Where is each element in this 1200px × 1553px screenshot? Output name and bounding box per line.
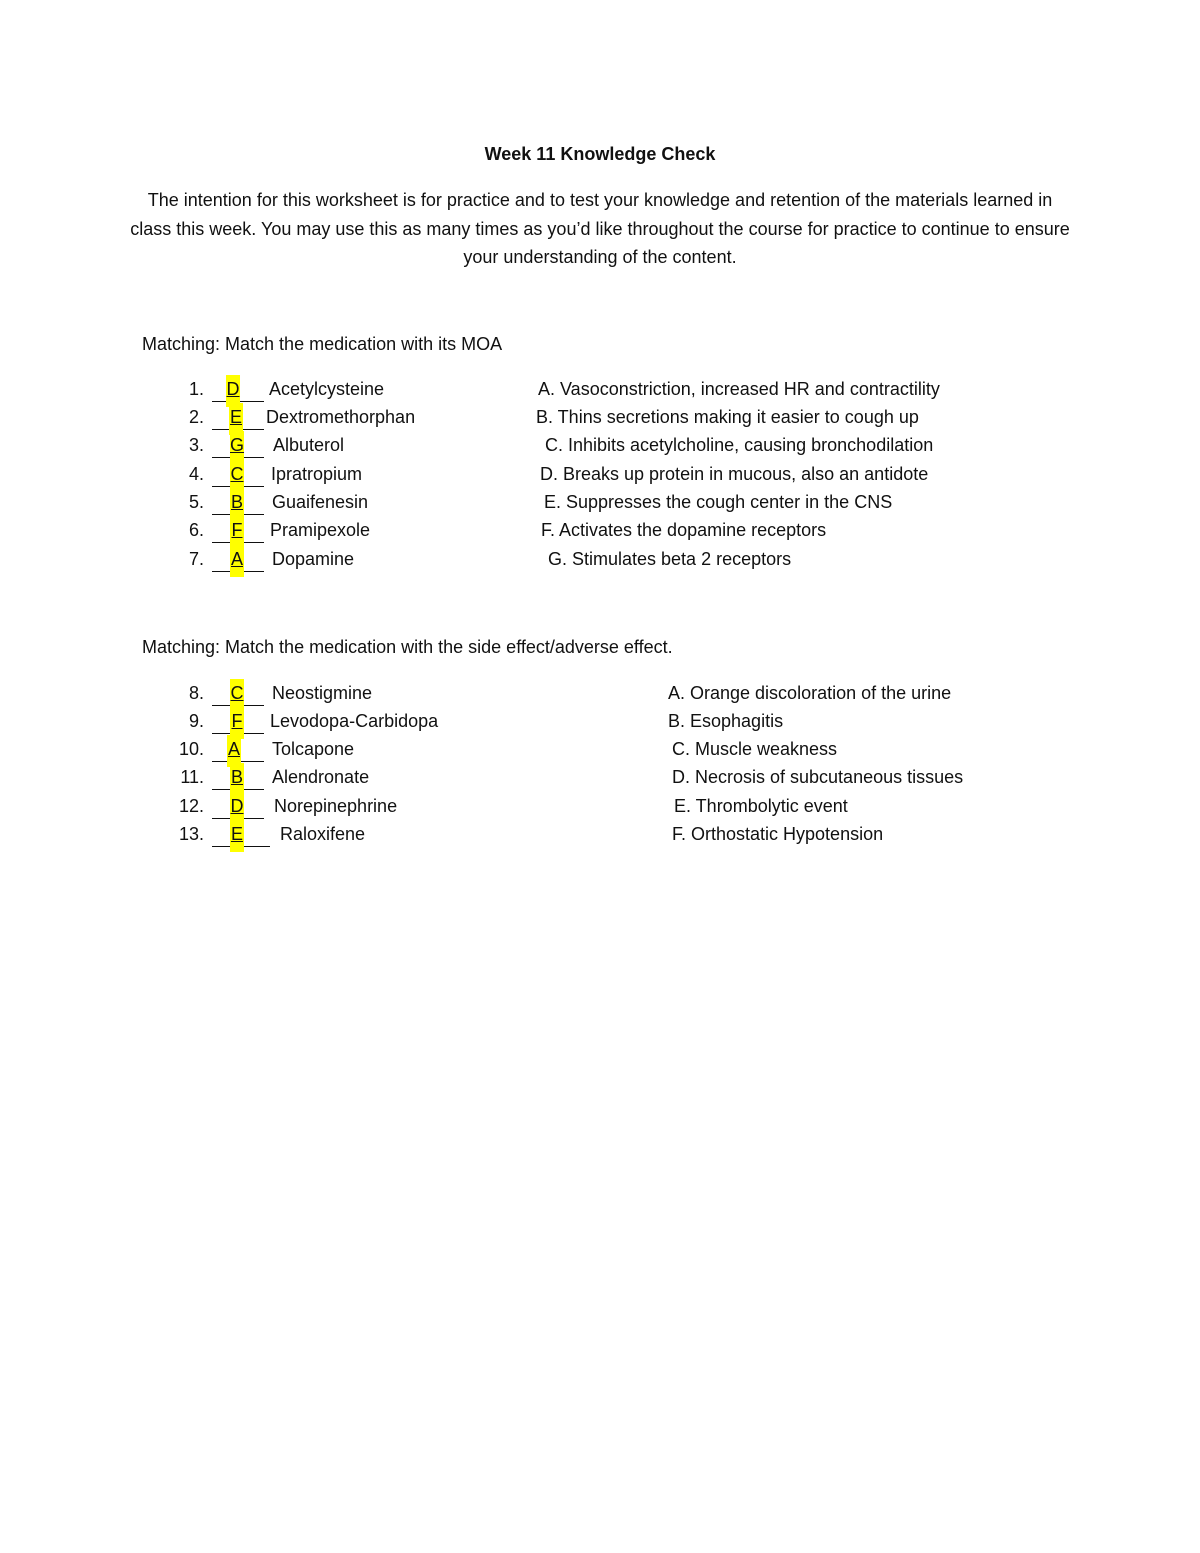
- answer-letter: D: [230, 792, 244, 824]
- medication-name: Guaifenesin: [272, 492, 369, 512]
- side-effect-option: E. Thrombolytic event: [674, 796, 848, 816]
- moa-row: [0, 516, 1200, 544]
- side-effect-option: C. Muscle weakness: [672, 739, 838, 759]
- medication-name: Pramipexole: [270, 520, 371, 540]
- item-number: 7.: [188, 549, 204, 569]
- answer-letter: C: [230, 460, 244, 492]
- item-number: 4.: [188, 464, 204, 484]
- side-effect-option: A. Orange discoloration of the urine: [668, 683, 952, 703]
- medication-name: Norepinephrine: [274, 796, 398, 816]
- answer-letter: A: [227, 735, 241, 767]
- answer-letter: F: [230, 707, 244, 739]
- side-effect-row: [0, 707, 1200, 735]
- item-number: 13.: [178, 824, 204, 844]
- moa-option: E. Suppresses the cough center in the CNS: [544, 492, 893, 512]
- medication-name: Tolcapone: [272, 739, 355, 759]
- side-effect-option: D. Necrosis of subcutaneous tissues: [672, 767, 964, 787]
- side-effect-row: [0, 820, 1200, 848]
- moa-option: B. Thins secretions making it easier to cough up: [536, 407, 919, 427]
- side-effect-row: [0, 792, 1200, 820]
- moa-row: [0, 460, 1200, 488]
- page-title: Week 11 Knowledge Check: [484, 144, 716, 164]
- moa-option: F. Activates the dopamine receptors: [541, 520, 827, 540]
- item-number: 1.: [188, 379, 204, 399]
- medication-name: Neostigmine: [272, 683, 373, 703]
- intro-paragraph: The intention for this worksheet is for practice and to test your knowledge and retention of the materials learned in class this week. You may use this as many times as you’d like throughout the course for practice to continue to ensure your understanding of the content.: [130, 190, 1070, 267]
- medication-name: Dextromethorphan: [266, 407, 416, 427]
- medication-name: Raloxifene: [280, 824, 366, 844]
- answer-letter: E: [229, 403, 243, 435]
- answer-letter: F: [230, 516, 244, 548]
- medication-name: Alendronate: [272, 767, 370, 787]
- item-number: 10.: [178, 739, 204, 759]
- section-2-heading: Matching: Match the medication with the side effect/adverse effect.: [142, 637, 673, 657]
- side-effect-option: B. Esophagitis: [668, 711, 784, 731]
- moa-row: [0, 545, 1200, 573]
- item-number: 12.: [178, 796, 204, 816]
- medication-name: Levodopa-Carbidopa: [270, 711, 439, 731]
- moa-row: [0, 431, 1200, 459]
- moa-row: [0, 403, 1200, 431]
- medication-name: Dopamine: [272, 549, 355, 569]
- medication-name: Albuterol: [273, 435, 345, 455]
- item-number: 6.: [188, 520, 204, 540]
- item-number: 11.: [180, 767, 204, 787]
- answer-letter: A: [230, 545, 244, 577]
- moa-option: C. Inhibits acetylcholine, causing bronchodilation: [545, 435, 934, 455]
- moa-option: D. Breaks up protein in mucous, also an antidote: [540, 464, 929, 484]
- medication-name: Acetylcysteine: [269, 379, 385, 399]
- item-number: 2.: [188, 407, 204, 427]
- side-effect-row: [0, 735, 1200, 763]
- item-number: 9.: [188, 711, 204, 731]
- answer-letter: G: [230, 431, 244, 463]
- side-effect-row: [0, 763, 1200, 791]
- medication-name: Ipratropium: [271, 464, 363, 484]
- answer-letter: C: [230, 679, 244, 711]
- answer-letter: E: [230, 820, 244, 852]
- answer-letter: D: [226, 375, 240, 407]
- moa-row: [0, 488, 1200, 516]
- section-1-heading: Matching: Match the medication with its MOA: [142, 334, 503, 354]
- answer-letter: B: [230, 488, 244, 520]
- moa-option: A. Vasoconstriction, increased HR and contractility: [538, 379, 940, 399]
- item-number: 5.: [188, 492, 204, 512]
- answer-letter: B: [230, 763, 244, 795]
- moa-row: [0, 375, 1200, 403]
- item-number: 8.: [188, 683, 204, 703]
- side-effect-option: F. Orthostatic Hypotension: [672, 824, 884, 844]
- side-effect-row: [0, 679, 1200, 707]
- moa-option: G. Stimulates beta 2 receptors: [548, 549, 792, 569]
- item-number: 3.: [188, 435, 204, 455]
